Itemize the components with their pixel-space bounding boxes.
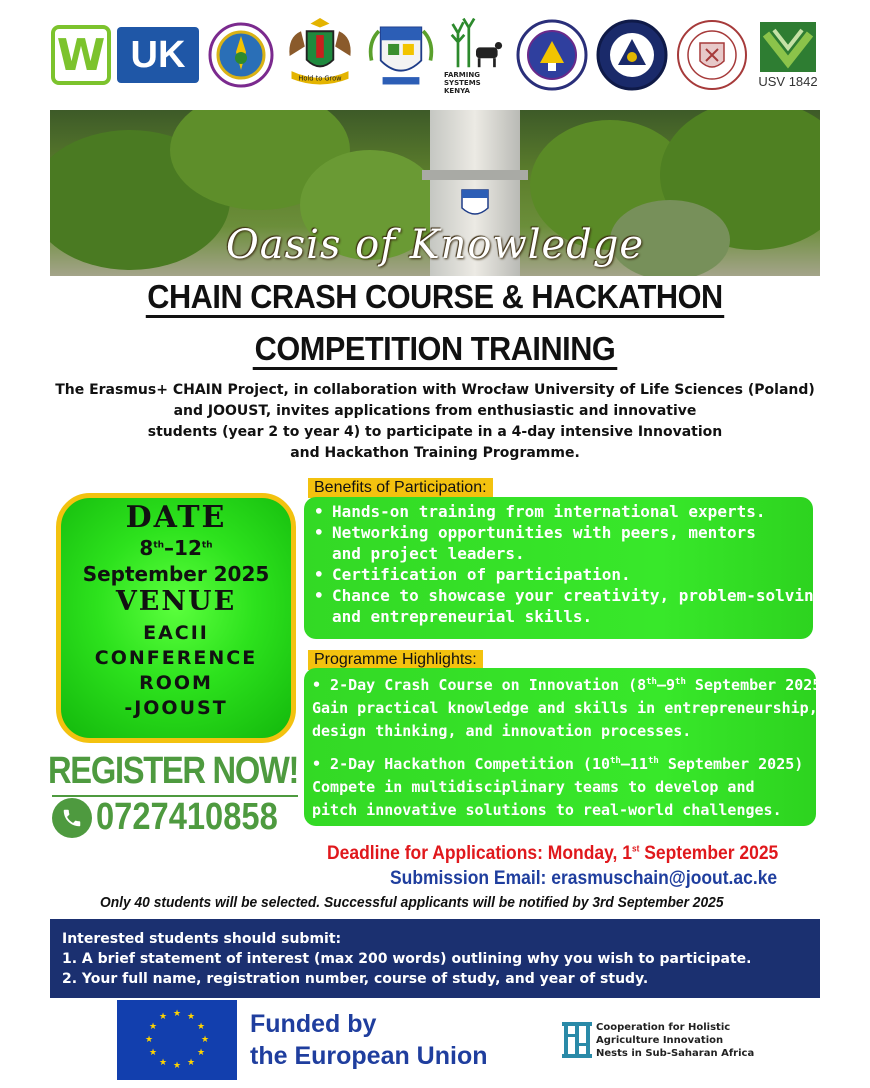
submission-item: 1. A brief statement of interest (max 200 words) outlining why you wish to participate.: [62, 951, 752, 967]
submission-item: 2. Your full name, registration number, course of study, and year of study.: [62, 971, 649, 987]
university-shield-logo: [366, 18, 436, 92]
federal-university-minna-logo: [516, 19, 588, 91]
usv-caption: USV 1842: [758, 73, 818, 89]
date-month-year: September 2025: [82, 562, 270, 586]
crest-motto: Hold to Grow: [298, 74, 342, 83]
alex-ekwueme-university-logo: [596, 19, 668, 91]
submission-requirements-box: [50, 919, 820, 998]
coat-of-arms-logo: [282, 17, 358, 93]
crash-course-desc: design thinking, and innovation processes.: [312, 722, 692, 740]
hackathon-title: • 2-Day Hackathon Competition (10th–11th September 2025): [312, 755, 804, 773]
farming-systems-caption: FARMING SYSTEMS KENYA: [444, 71, 481, 95]
circular-seal-logo: [208, 22, 274, 88]
venue-line: ROOM: [139, 672, 213, 694]
funded-by-eu-text: Funded by the European Union: [250, 1010, 488, 1070]
benefit-item-continuation: and project leaders.: [332, 544, 525, 563]
phone-number: 0727410858: [96, 796, 278, 838]
benefit-item: • Hands-on training from international experts.: [314, 502, 766, 521]
date-label: DATE: [125, 500, 227, 535]
benefit-item: • Chance to showcase your creativity, problem-solving: [314, 586, 824, 605]
wuk-logo-uk: UK: [117, 27, 199, 83]
date-venue-box: [56, 493, 296, 743]
deadline-line: Deadline for Applications: Monday, 1st September 2025: [327, 843, 779, 864]
highlights-box: [304, 668, 831, 826]
venue-label: VENUE: [115, 586, 237, 617]
venue-line: EACII: [143, 622, 209, 644]
venue-line: CONFERENCE: [94, 647, 258, 669]
title-line-2: COMPETITION TRAINING: [30, 330, 839, 368]
wroclaw-university-seal-logo: [676, 19, 748, 91]
hero-campus-photo: [50, 110, 820, 276]
register-now-heading: REGISTER NOW!: [48, 750, 299, 792]
benefit-item: • Certification of participation.: [314, 565, 631, 584]
oasis-of-knowledge-script: Oasis of Knowledge: [225, 222, 645, 268]
benefit-item-continuation: and entrepreneurial skills.: [332, 607, 593, 626]
title-line-1: CHAIN CRASH COURSE & HACKATHON: [30, 278, 839, 316]
partner-logos-row: [50, 10, 820, 100]
chain-project-logo-icon: [562, 1022, 592, 1058]
benefits-box: [304, 497, 824, 639]
submission-email[interactable]: Submission Email: erasmuschain@joout.ac.ke: [390, 868, 778, 889]
usv-logo: [756, 17, 820, 93]
intro-paragraph: The Erasmus+ CHAIN Project, in collaboration with Wrocław University of Life Sciences (Poland) and JOOUST, invites applications from enthusiastic and innovative students (year 2 to year 4) to participate in a 4-day intensive Innovation and Hackathon Training Programme.: [55, 382, 815, 461]
hackathon-desc: Compete in multidisciplinary teams to develop and: [312, 778, 755, 796]
wuk-logo-w: W: [51, 25, 111, 85]
farming-systems-kenya-logo: [444, 15, 508, 95]
tower-emblem: [460, 188, 490, 220]
hackathon-desc: pitch innovative solutions to real-world challenges.: [312, 801, 782, 819]
chain-project-name: Cooperation for Holistic Agriculture Innovation Nests in Sub-Saharan Africa: [596, 1022, 755, 1059]
venue-line: -JOOUST: [124, 697, 228, 719]
phone-icon: [52, 798, 92, 838]
crash-course-desc: Gain practical knowledge and skills in entrepreneurship,: [312, 699, 818, 717]
wuk-logo: [50, 20, 200, 90]
date-range: 8th–12th: [139, 536, 213, 560]
crash-course-title: • 2-Day Crash Course on Innovation (8th–9th September 2025): [312, 676, 831, 694]
submission-heading: Interested students should submit:: [62, 931, 342, 947]
benefit-item: • Networking opportunities with peers, mentors: [314, 523, 756, 542]
eu-flag-icon: ★ ★ ★ ★ ★ ★ ★ ★ ★ ★ ★ ★: [117, 1000, 237, 1080]
selection-note: Only 40 students will be selected. Successful applicants will be notified by 3rd September 2025: [100, 894, 724, 911]
highlights-heading: Programme Highlights:: [308, 650, 483, 670]
benefits-heading: Benefits of Participation:: [308, 478, 493, 498]
phone-contact[interactable]: [52, 796, 307, 839]
